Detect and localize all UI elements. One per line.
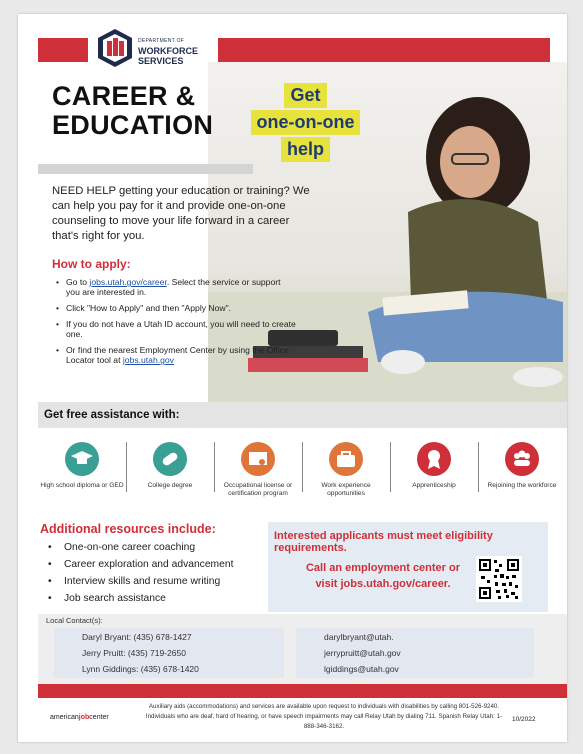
page-title [52,82,213,140]
help-badge [238,82,373,163]
help-badge-line-1: Get [284,83,326,108]
flyer-page [18,14,567,742]
assist-item-rejoining [478,434,566,490]
people-group-icon [505,442,539,476]
assist-label: Work experience opportunities [321,482,371,497]
contact-name: Lynn Giddings: [82,664,139,674]
assist-label: Apprenticeship [412,482,456,489]
step-item [56,277,296,297]
contact-phone: (435) 678-1427 [133,632,192,642]
call-center-text: Call an employment center or visit jobs.utah.gov/career. [305,562,461,590]
title-line-1: CAREER & [52,81,196,111]
contact-name: Jerry Pruitt: [82,648,126,658]
how-to-apply-heading: How to apply: [52,257,131,271]
dws-logo-text [138,36,198,66]
logo-line-1: DEPARTMENT OF [138,38,185,44]
logo-line-3: SERVICES [138,56,184,66]
certificate-icon [241,442,275,476]
step2-text: Click "How to Apply" and then "Apply Now". [66,303,232,313]
step3-text: If you do not have a Utah ID account, you will need to create one. [66,319,296,339]
american-job-center-logo [50,714,109,721]
qr-code-icon[interactable] [476,556,522,602]
assistance-heading: Get free assistance with: [44,409,180,421]
contact-email: jerrypruitt@utah.gov [324,648,401,658]
assist-item-work-experience [302,434,390,498]
contact-name: Daryl Bryant: [82,632,132,642]
step-item [56,345,296,365]
assist-label: Rejoining the workforce [487,482,557,489]
contact-phone: (435) 719-2650 [127,648,186,658]
contact-row [82,632,192,642]
contact-row [82,648,186,658]
how-to-apply-steps [56,277,296,371]
step1-text-end: . Select the service or support you are interested in. [66,277,281,297]
graduation-cap-icon [65,442,99,476]
assist-item-license [214,434,302,498]
assist-label: Occupational license or certification program [223,482,293,497]
ajc-text-3: center [89,714,109,721]
step-item [56,303,296,313]
assist-label: College degree [147,482,193,489]
dws-logo-icon [96,28,134,68]
jobs-link[interactable]: jobs.utah.gov [122,355,174,365]
resource-item: • Career exploration and advancement [48,556,233,573]
step-item [56,319,296,339]
title-divider [38,164,253,174]
help-badge-line-2: one-on-one [251,110,361,135]
ajc-text-2: job [78,714,90,721]
step1-text: Go to [66,277,90,287]
award-ribbon-icon [417,442,451,476]
diploma-scroll-icon [153,442,187,476]
eligibility-note: Interested applicants must meet eligibility requirements. [274,530,493,554]
local-contacts-label: Local Contact(s): [46,616,103,625]
step4-text: Or find the nearest Employment Center by using the Office Locator tool at [66,345,289,365]
ajc-text-1: american [50,714,79,721]
assist-label: High school diploma or GED [40,482,124,489]
resources-list [48,539,233,607]
eligibility-box [268,522,548,612]
briefcase-icon [329,442,363,476]
contact-phone: (435) 678-1420 [140,664,199,674]
publication-date: 10/2022 [512,716,536,723]
assist-item-high-school [38,434,126,490]
assist-item-apprenticeship [390,434,478,490]
contact-email: lgiddings@utah.gov [324,664,399,674]
additional-resources-heading: Additional resources include: [40,522,216,536]
title-line-2: EDUCATION [52,110,214,140]
help-badge-line-3: help [281,137,330,162]
resource-item: • One-on-one career coaching [48,539,233,556]
resource-item: • Interview skills and resume writing [48,573,233,590]
assistance-icons-row [38,434,567,509]
contact-email: darylbryant@utah. [324,632,394,642]
assist-item-college [126,434,214,490]
bottom-red-bar [38,684,567,698]
accommodations-note: Auxiliary aids (accommodations) and services are available upon request to individuals with disabilities by calling 801-526-9240. Individuals who are deaf, hard of hearing, or have speech impairments may call Relay Utah by dialing 711. Spanish Relay Utah: 1-888-346-3162. [145,703,503,730]
logo-line-2: WORKFORCE [138,46,198,56]
resource-item: • Job search assistance [48,590,233,607]
contact-row [82,664,199,674]
career-link[interactable]: jobs.utah.gov/career [89,277,167,287]
intro-paragraph: NEED HELP getting your education or training? We can help you pay for it and provide one-on-one counseling to move your life forward in a career that's right for you. [52,185,310,242]
